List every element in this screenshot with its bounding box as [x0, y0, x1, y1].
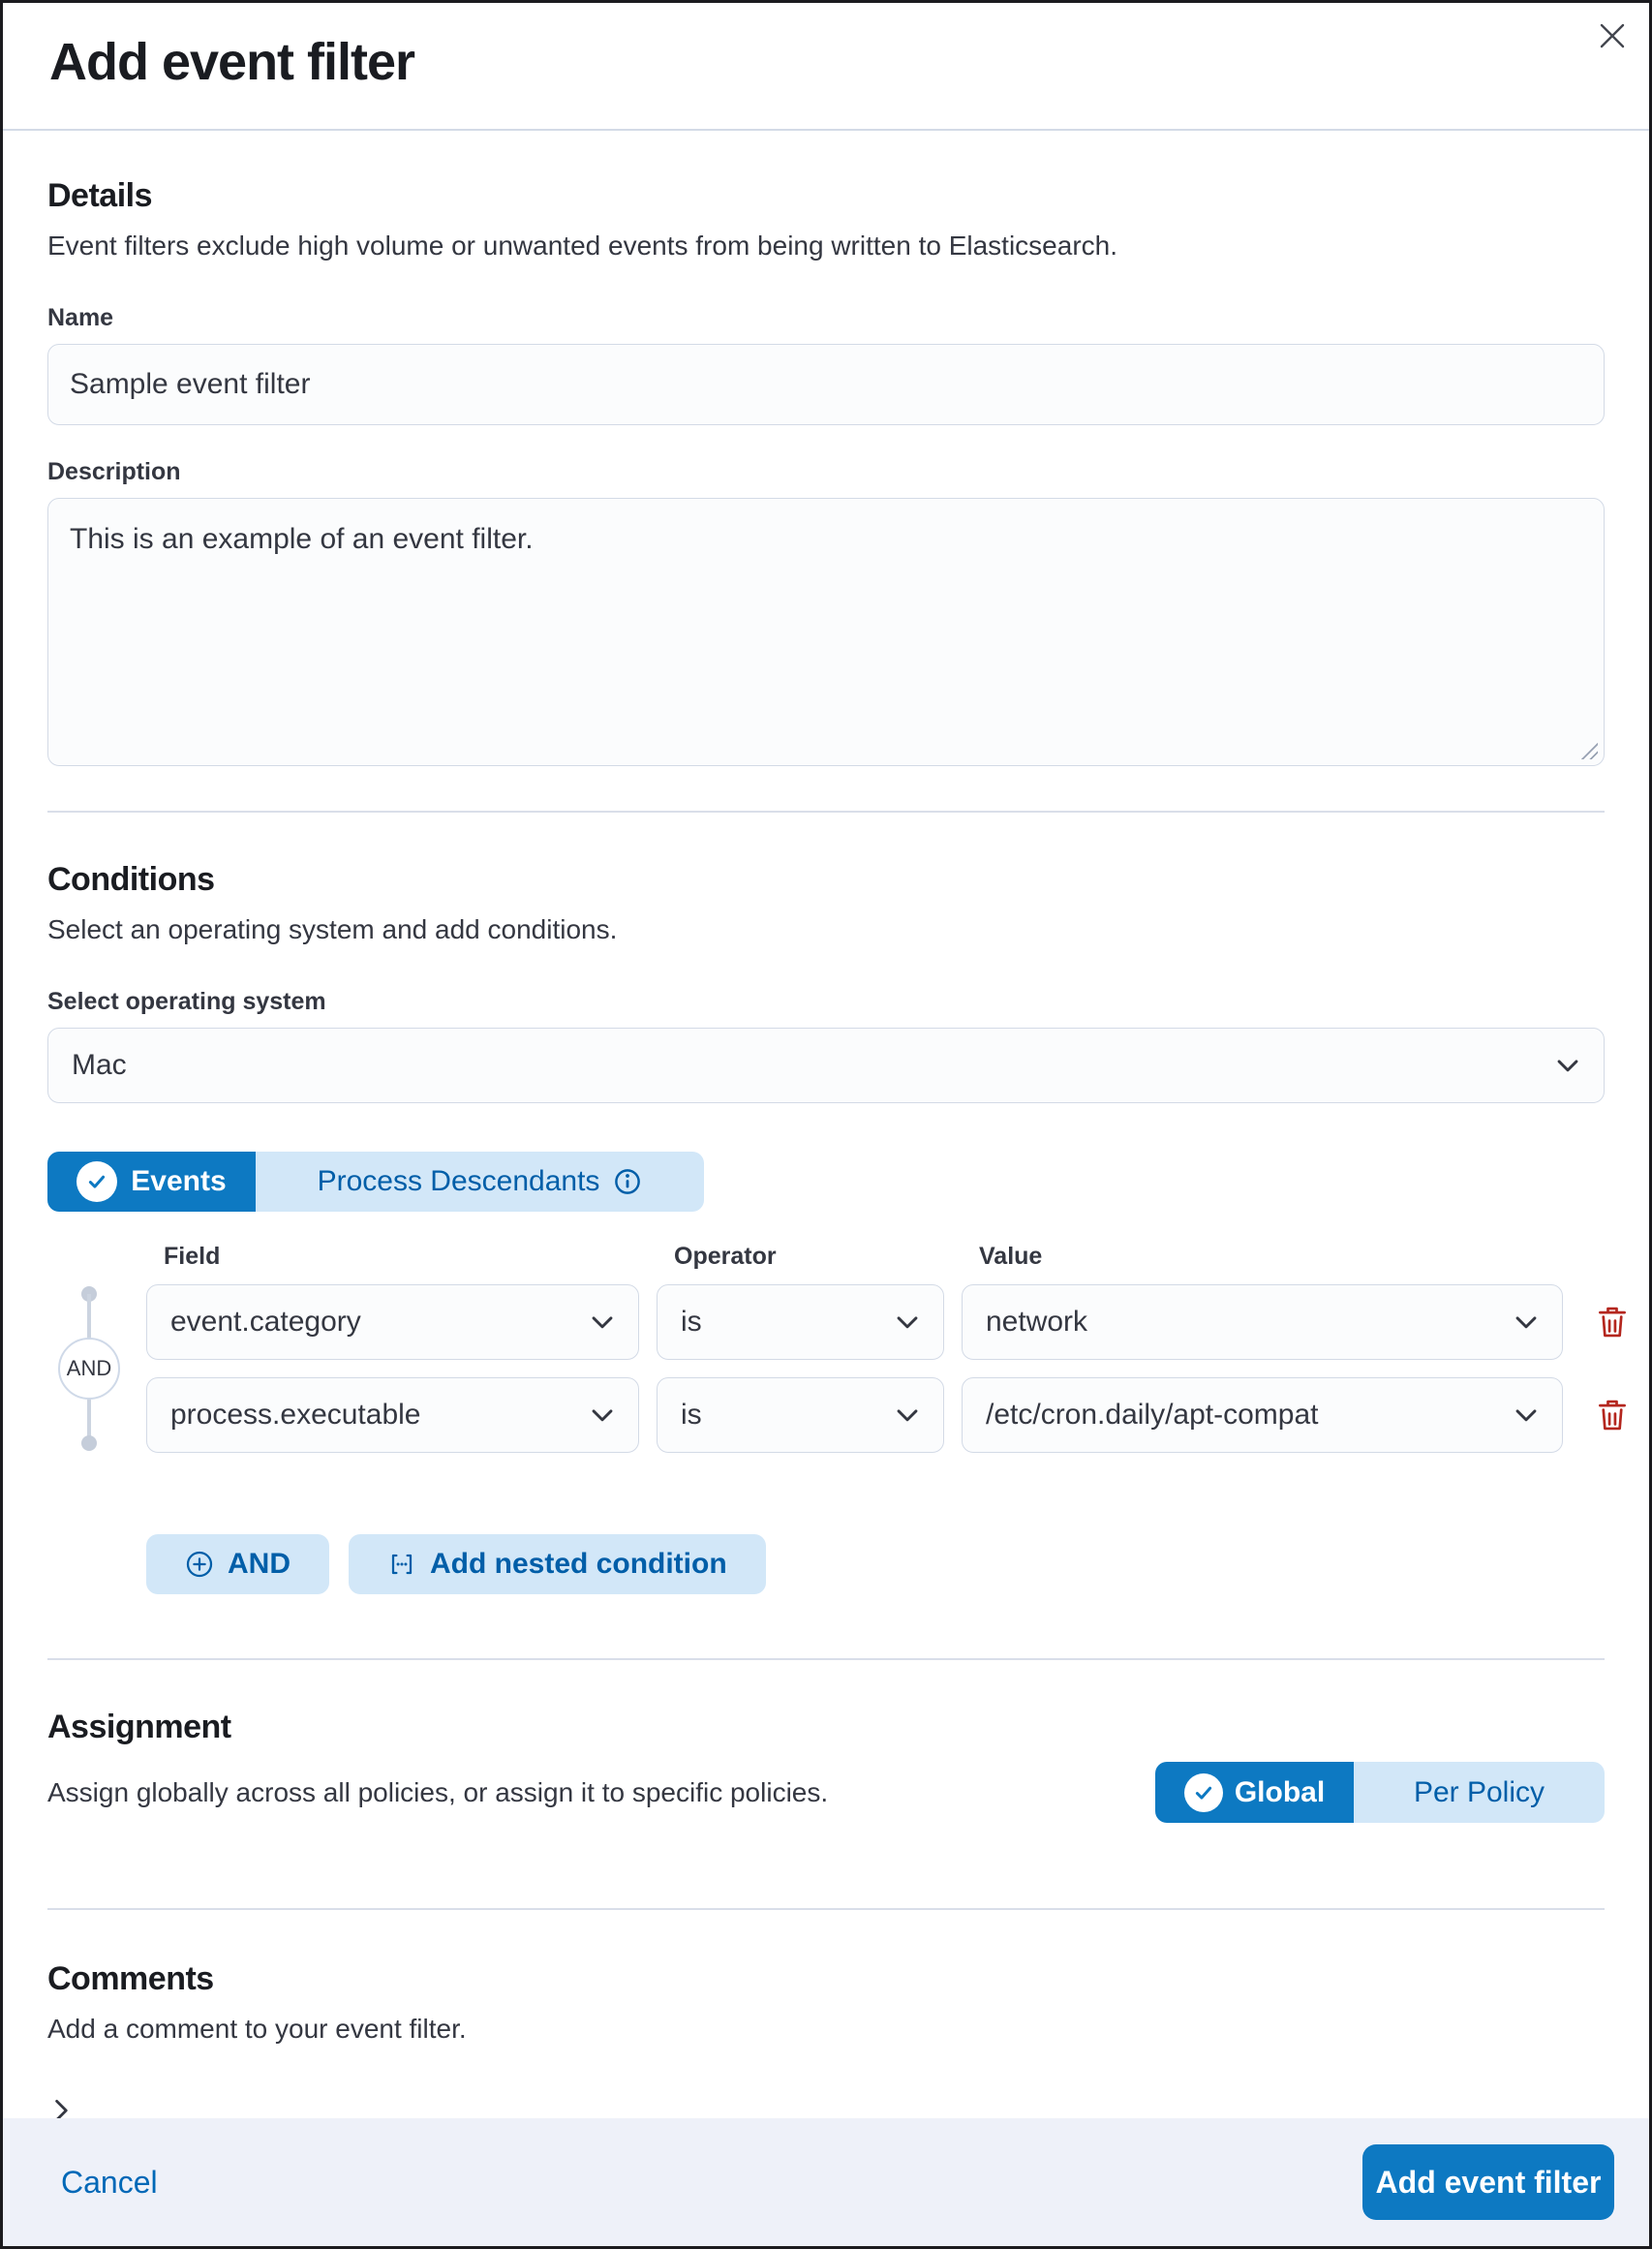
cancel-button[interactable]: Cancel [61, 2164, 158, 2200]
operator-select-value: is [681, 1399, 702, 1431]
close-icon [1597, 20, 1628, 51]
value-combobox-value: /etc/cron.daily/apt-compat [986, 1399, 1319, 1431]
chevron-down-icon [895, 1402, 920, 1428]
plus-in-circle-icon [185, 1550, 214, 1579]
condition-builder [47, 1284, 1605, 1453]
chevron-down-icon [1514, 1309, 1539, 1335]
assignment-heading: Assignment [47, 1709, 231, 1745]
delete-condition-button[interactable] [1588, 1391, 1637, 1439]
field-select[interactable] [146, 1377, 639, 1453]
description-textarea-wrap [47, 498, 1605, 766]
os-select-label: Select operating system [47, 988, 326, 1015]
trash-icon [1595, 1305, 1630, 1340]
add-and-condition-button[interactable] [146, 1534, 329, 1594]
page-title: Add event filter [49, 33, 415, 91]
assignment-toggle-group [1155, 1762, 1605, 1823]
toggle-global[interactable] [1155, 1762, 1354, 1823]
modal-body [3, 177, 1649, 2128]
value-combobox-value: network [986, 1306, 1088, 1338]
assignment-subtitle: Assign globally across all policies, or assign it to specific policies. [47, 1776, 829, 1807]
delete-condition-button[interactable] [1588, 1298, 1637, 1346]
description-label: Description [47, 458, 181, 485]
operator-select-value: is [681, 1306, 702, 1338]
comments-subtitle: Add a comment to your event filter. [47, 2014, 467, 2044]
and-connector-badge: AND [58, 1338, 120, 1400]
os-select-value: Mac [72, 1049, 127, 1081]
toggle-per-policy-label: Per Policy [1413, 1775, 1545, 1808]
rail-dot [81, 1435, 97, 1451]
chevron-down-icon [1555, 1053, 1580, 1078]
close-button[interactable] [1589, 13, 1636, 59]
check-icon [1192, 1781, 1215, 1804]
field-select-value: event.category [170, 1306, 361, 1338]
add-nested-label: Add nested condition [430, 1548, 727, 1580]
condition-actions [146, 1534, 1605, 1594]
add-and-label: AND [228, 1548, 291, 1580]
modal-header [3, 3, 1649, 131]
details-heading: Details [47, 177, 152, 214]
info-icon [613, 1167, 642, 1196]
tab-events-label: Events [131, 1165, 227, 1197]
section-divider [47, 811, 1605, 813]
condition-row [146, 1377, 1637, 1453]
field-select[interactable] [146, 1284, 639, 1360]
tab-process-descendants-label: Process Descendants [317, 1165, 600, 1197]
field-column-header: Field [164, 1243, 221, 1270]
name-input[interactable] [47, 344, 1605, 425]
toggle-global-label: Global [1234, 1775, 1326, 1808]
conditions-heading: Conditions [47, 861, 215, 898]
section-divider [47, 1908, 1605, 1910]
conditions-subtitle: Select an operating system and add conditions. [47, 914, 618, 944]
condition-row [146, 1284, 1637, 1360]
details-description: Event filters exclude high volume or unwanted events from being written to Elasticsearch. [47, 231, 1118, 261]
value-combobox[interactable] [962, 1377, 1563, 1453]
condition-tabs [47, 1152, 704, 1212]
chevron-down-icon [590, 1402, 615, 1428]
operator-select[interactable] [657, 1377, 944, 1453]
check-icon [85, 1170, 108, 1193]
tab-events[interactable] [47, 1152, 256, 1212]
comments-heading: Comments [47, 1960, 214, 1997]
operator-select[interactable] [657, 1284, 944, 1360]
trash-icon [1595, 1398, 1630, 1433]
condition-column-headers [47, 1243, 1605, 1271]
modal-footer [3, 2118, 1649, 2246]
toggle-per-policy[interactable] [1354, 1762, 1605, 1823]
add-event-filter-button[interactable]: Add event filter [1362, 2144, 1614, 2220]
chevron-down-icon [590, 1309, 615, 1335]
nested-brackets-icon [387, 1550, 416, 1579]
value-column-header: Value [979, 1243, 1043, 1270]
chevron-down-icon [895, 1309, 920, 1335]
operator-column-header: Operator [674, 1243, 777, 1270]
name-label: Name [47, 304, 114, 331]
assignment-row [47, 1762, 1605, 1823]
field-select-value: process.executable [170, 1399, 421, 1431]
description-textarea[interactable] [47, 498, 1605, 766]
os-select[interactable] [47, 1028, 1605, 1103]
chevron-down-icon [1514, 1402, 1539, 1428]
section-divider [47, 1658, 1605, 1660]
and-connector-rail [47, 1284, 146, 1453]
check-circle [1184, 1773, 1223, 1812]
value-combobox[interactable] [962, 1284, 1563, 1360]
check-circle [76, 1161, 117, 1202]
tab-process-descendants[interactable] [256, 1152, 704, 1212]
add-nested-condition-button[interactable] [349, 1534, 766, 1594]
